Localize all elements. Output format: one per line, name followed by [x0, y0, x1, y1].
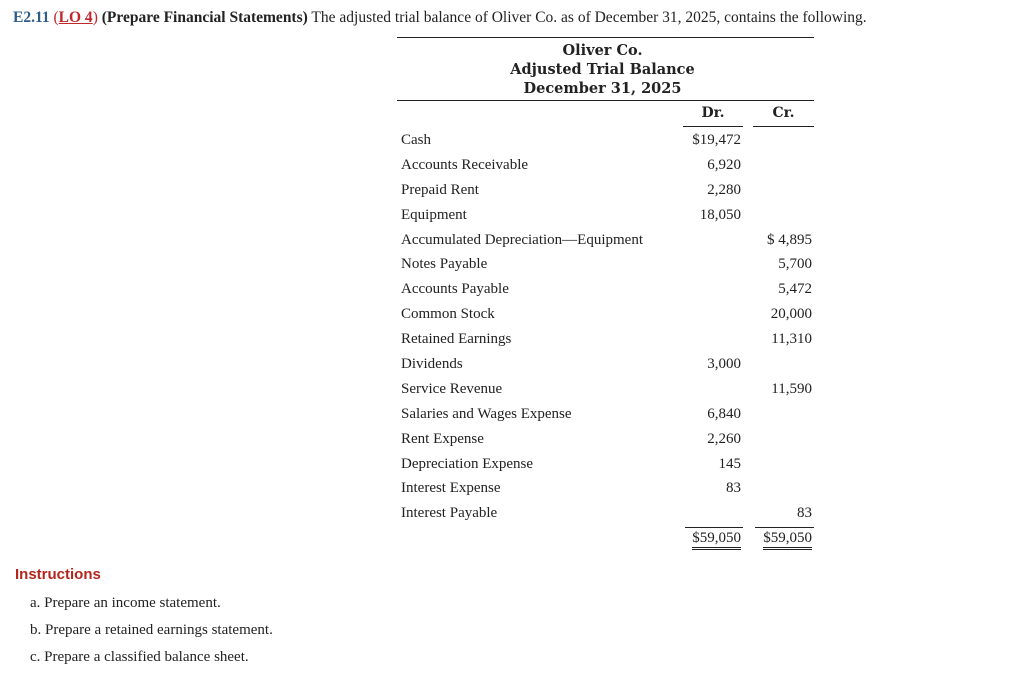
debit-amount: 2,260 — [707, 430, 741, 447]
top-rule — [397, 37, 814, 38]
credit-total: $59,050 — [763, 529, 812, 550]
account-name: Notes Payable — [401, 256, 488, 273]
debit-total-rule — [685, 527, 743, 528]
account-name: Common Stock — [401, 306, 495, 323]
account-name: Equipment — [401, 206, 467, 223]
account-name: Accounts Receivable — [401, 156, 529, 173]
debit-column-header: Dr. — [701, 105, 725, 121]
account-name: Accounts Payable — [401, 281, 509, 298]
debit-amount: 3,000 — [707, 356, 741, 373]
debit-total: $59,050 — [692, 529, 741, 550]
totals-row — [397, 524, 814, 554]
trial-balance-header — [397, 41, 814, 98]
account-name: Salaries and Wages Expense — [401, 405, 572, 422]
credit-amount: 83 — [797, 505, 812, 522]
table-row — [397, 352, 814, 377]
table-row — [397, 327, 814, 352]
debit-amount: 18,050 — [699, 206, 741, 223]
credit-amount: $ 4,895 — [767, 231, 812, 248]
account-name: Interest Payable — [401, 505, 498, 522]
debit-amount: 6,920 — [707, 156, 741, 173]
statement-date: December 31, 2025 — [523, 80, 682, 97]
table-row — [397, 252, 814, 277]
company-name: Oliver Co. — [562, 42, 643, 59]
table-row — [397, 178, 814, 203]
account-name: Rent Expense — [401, 430, 484, 447]
table-row — [397, 402, 814, 427]
list-item: b. Prepare a retained earnings statement. — [30, 622, 273, 638]
debit-amount: 2,280 — [707, 181, 741, 198]
lo-close-paren: ) — [92, 9, 98, 26]
credit-column-header: Cr. — [772, 105, 795, 121]
problem-number: E2.11 — [13, 9, 50, 26]
problem-statement — [13, 9, 867, 27]
credit-amount: 5,472 — [778, 281, 812, 298]
account-name: Depreciation Expense — [401, 455, 534, 472]
header-rule — [397, 100, 814, 101]
table-row — [397, 476, 814, 501]
learning-objective-link[interactable]: LO 4 — [58, 9, 93, 26]
account-name: Dividends — [401, 356, 463, 373]
table-row — [397, 153, 814, 178]
problem-text: The adjusted trial balance of Oliver Co. as of December 31, 2025, contains the following. — [311, 9, 867, 26]
list-item: c. Prepare a classified balance sheet. — [30, 649, 249, 665]
debit-amount: 83 — [726, 480, 741, 497]
table-row — [397, 228, 814, 253]
credit-amount: 11,590 — [771, 380, 812, 397]
debit-amount: 6,840 — [707, 405, 741, 422]
table-row — [397, 277, 814, 302]
account-name: Interest Expense — [401, 480, 501, 497]
credit-total-rule — [755, 527, 814, 528]
account-name: Accumulated Depreciation—Equipment — [401, 231, 643, 248]
table-row — [397, 377, 814, 402]
instructions-list — [30, 593, 273, 674]
account-name: Retained Earnings — [401, 331, 512, 348]
account-name: Prepaid Rent — [401, 181, 479, 198]
table-row — [397, 452, 814, 477]
table-row — [397, 128, 814, 153]
list-item: a. Prepare an income statement. — [30, 595, 221, 611]
debit-header-rule — [683, 126, 743, 127]
table-row — [397, 501, 814, 526]
debit-amount: $19,472 — [692, 132, 741, 148]
instructions-heading: Instructions — [15, 566, 101, 583]
lo-open-paren: ( — [53, 9, 59, 26]
problem-title: (Prepare Financial Statements) — [101, 9, 308, 26]
statement-name: Adjusted Trial Balance — [510, 61, 695, 78]
account-name: Cash — [401, 132, 431, 148]
account-rows — [397, 128, 814, 526]
credit-amount: 20,000 — [770, 306, 812, 323]
table-row — [397, 302, 814, 327]
credit-amount: 11,310 — [771, 331, 812, 348]
credit-header-rule — [753, 126, 814, 127]
debit-amount: 145 — [718, 455, 741, 472]
credit-amount: 5,700 — [778, 256, 812, 273]
table-row — [397, 427, 814, 452]
account-name: Service Revenue — [401, 380, 503, 397]
table-row — [397, 203, 814, 228]
